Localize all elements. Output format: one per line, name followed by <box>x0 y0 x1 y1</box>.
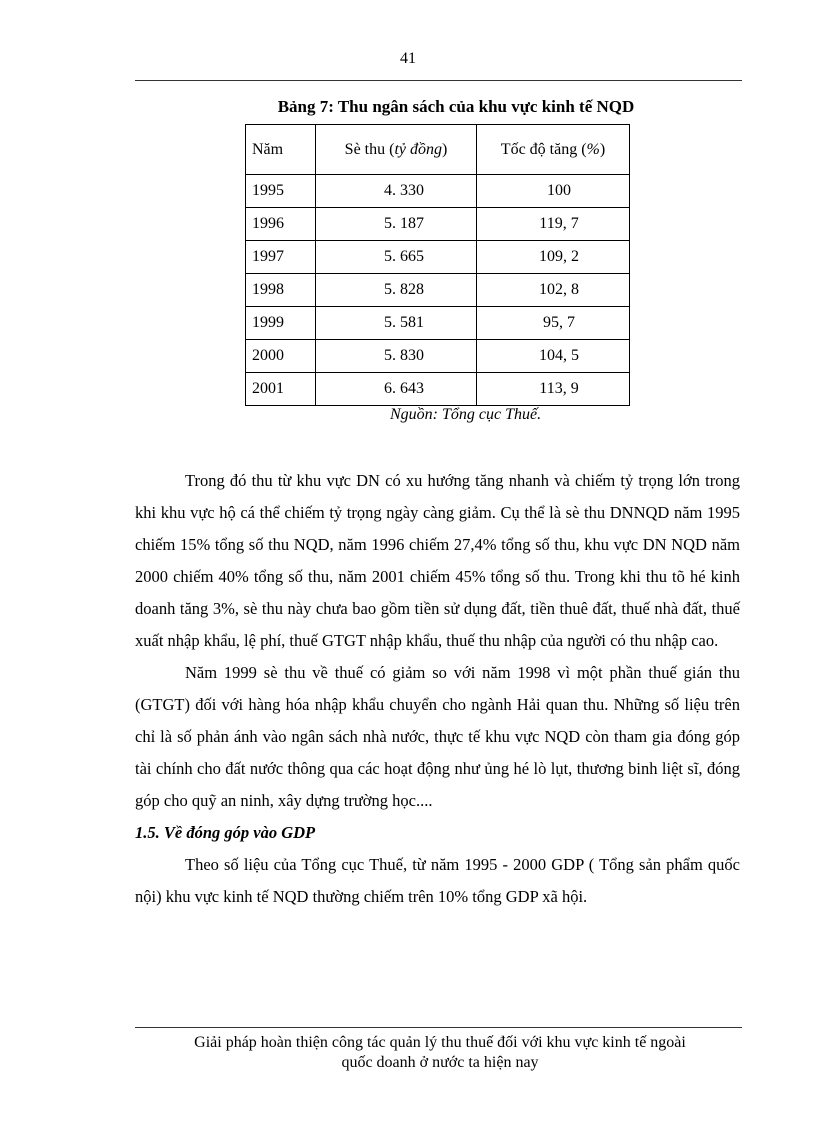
header-year: Năm <box>246 125 316 175</box>
header-growth-unit: % <box>586 140 600 158</box>
cell-growth: 95, 7 <box>477 307 630 340</box>
table-row <box>246 274 630 307</box>
header-divider <box>135 80 742 81</box>
cell-growth: 113, 9 <box>477 373 630 406</box>
cell-year: 1995 <box>246 175 316 208</box>
cell-year: 1998 <box>246 274 316 307</box>
header-revenue-unit: tỷ đồng <box>394 140 442 158</box>
table-title: Bảng 7: Thu ngân sách của khu vực kinh tế NQD <box>277 97 635 116</box>
cell-growth: 102, 8 <box>477 274 630 307</box>
paragraph: Năm 1999 sè thu về thuế có giảm so với năm 1998 vì một phần thuế gián thu (GTGT) đối với hàng hóa nhập khẩu chuyển cho ngành Hải quan thu. Những số liệu trên chỉ là số phản ánh vào ngân sách nhà nước, thực tế khu vực NQD còn tham gia đóng góp tài chính cho đất nước thông qua các hoạt động như ủng hé lò lụt, thương binh liệt sĩ, đóng góp cho quỹ an ninh, xây dựng trường học.... <box>135 663 740 810</box>
cell-revenue: 5. 187 <box>316 208 477 241</box>
cell-revenue: 6. 643 <box>316 373 477 406</box>
cell-revenue: 4. 330 <box>316 175 477 208</box>
table-row <box>246 175 630 208</box>
cell-growth: 100 <box>477 175 630 208</box>
cell-revenue: 5. 830 <box>316 340 477 373</box>
footer-line: Giải pháp hoàn thiện công tác quản lý thu thuế đối với khu vực kinh tế ngoài <box>194 1034 686 1051</box>
table-row <box>246 241 630 274</box>
paragraph: Theo số liệu của Tổng cục Thuế, từ năm 1995 - 2000 GDP ( Tổng sản phẩm quốc nội) khu vực kinh tế NQD thường chiếm trên 10% tổng GDP xã hội. <box>135 855 740 906</box>
cell-revenue: 5. 665 <box>316 241 477 274</box>
cell-growth: 109, 2 <box>477 241 630 274</box>
footer-line: quốc doanh ở nước ta hiện nay <box>341 1054 539 1071</box>
table-source: Nguồn: Tổng cục Thuế. <box>390 406 542 423</box>
table-row <box>246 307 630 340</box>
table-row <box>246 373 630 406</box>
cell-year: 1996 <box>246 208 316 241</box>
section-heading: 1.5. Về đóng góp vào GDP <box>135 823 316 842</box>
cell-year: 2000 <box>246 340 316 373</box>
header-revenue: Sè thu (tỷ đồng) <box>316 125 477 175</box>
cell-year: 2001 <box>246 373 316 406</box>
header-growth: Tốc độ tăng (%) <box>477 125 630 175</box>
cell-year: 1999 <box>246 307 316 340</box>
paragraph: Trong đó thu từ khu vực DN có xu hướng tăng nhanh và chiếm tỷ trọng lớn trong khi khu vực hộ cá thể chiếm tỷ trọng ngày càng giảm. Cụ thể là sè thu DNNQD năm 1995 chiếm 15% tổng số thu NQD, năm 1996 chiếm 27,4% tổng số thu, khu vực DN NQD năm 2000 chiếm 40% tổng số thu, năm 2001 chiếm 45% tổng số thu. Trong khi thu tõ hé kinh doanh tăng 3%, sè thu này chưa bao gồm tiền sử dụng đất, tiền thuê đất, thuế nhà đất, thuế xuất nhập khẩu, lệ phí, thuế GTGT nhập khẩu, thuế thu nhập của người có thu nhập cao. <box>135 471 740 650</box>
cell-growth: 119, 7 <box>477 208 630 241</box>
revenue-table <box>245 124 630 406</box>
footer-divider <box>135 1027 742 1028</box>
cell-revenue: 5. 581 <box>316 307 477 340</box>
table-row <box>246 208 630 241</box>
footer <box>130 1033 750 1073</box>
table-row <box>246 340 630 373</box>
body-text <box>135 465 740 913</box>
table-header-row <box>246 125 630 175</box>
cell-growth: 104, 5 <box>477 340 630 373</box>
cell-revenue: 5. 828 <box>316 274 477 307</box>
cell-year: 1997 <box>246 241 316 274</box>
page-number: 41 <box>400 50 416 67</box>
